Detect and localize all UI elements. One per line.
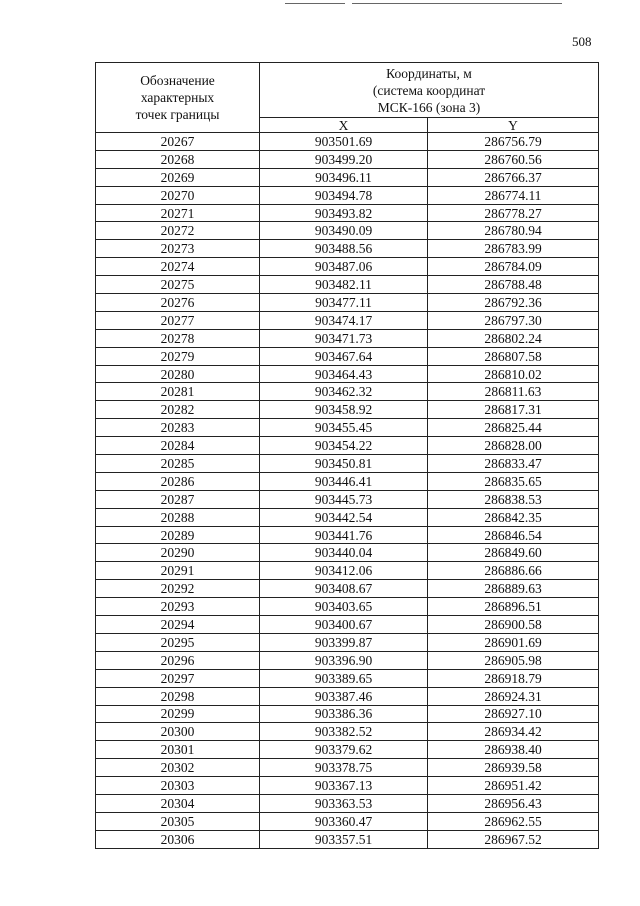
coord-header-line: (система координат (372, 82, 486, 98)
y-cell: 286833.47 (428, 455, 599, 473)
point-cell: 20294 (96, 616, 260, 634)
y-cell: 286846.54 (428, 526, 599, 544)
x-cell: 903446.41 (260, 472, 428, 490)
point-cell: 20289 (96, 526, 260, 544)
coord-header-line: Координаты, м (386, 65, 472, 81)
table-row (96, 741, 599, 759)
table-body (96, 133, 599, 849)
table-row (96, 777, 599, 795)
y-cell: 286788.48 (428, 276, 599, 294)
x-cell: 903487.06 (260, 258, 428, 276)
table-row (96, 311, 599, 329)
point-cell: 20298 (96, 687, 260, 705)
x-cell: 903477.11 (260, 294, 428, 312)
coord-header-line: МСК-166 (зона 3) (377, 99, 481, 115)
point-cell: 20270 (96, 186, 260, 204)
x-cell: 903482.11 (260, 276, 428, 294)
point-cell: 20273 (96, 240, 260, 258)
table-row (96, 812, 599, 830)
y-cell: 286778.27 (428, 204, 599, 222)
table-row (96, 598, 599, 616)
point-cell: 20267 (96, 133, 260, 151)
x-cell: 903386.36 (260, 705, 428, 723)
y-cell: 286784.09 (428, 258, 599, 276)
y-cell: 286939.58 (428, 759, 599, 777)
page-number: 508 (572, 34, 592, 49)
table-row (96, 580, 599, 598)
point-cell: 20288 (96, 508, 260, 526)
y-cell: 286934.42 (428, 723, 599, 741)
point-cell: 20295 (96, 633, 260, 651)
x-cell: 903367.13 (260, 777, 428, 795)
x-cell: 903403.65 (260, 598, 428, 616)
point-cell: 20302 (96, 759, 260, 777)
y-cell: 286924.31 (428, 687, 599, 705)
y-cell: 286760.56 (428, 150, 599, 168)
table-row (96, 705, 599, 723)
y-cell: 286962.55 (428, 812, 599, 830)
x-cell: 903450.81 (260, 455, 428, 473)
table-row (96, 276, 599, 294)
table-row (96, 437, 599, 455)
y-cell: 286756.79 (428, 133, 599, 151)
y-cell: 286766.37 (428, 168, 599, 186)
point-cell: 20291 (96, 562, 260, 580)
y-cell: 286802.24 (428, 329, 599, 347)
x-cell: 903408.67 (260, 580, 428, 598)
x-column-header: X (260, 118, 428, 133)
x-cell: 903387.46 (260, 687, 428, 705)
table-row (96, 651, 599, 669)
y-cell: 286956.43 (428, 794, 599, 812)
point-cell: 20299 (96, 705, 260, 723)
table-row (96, 526, 599, 544)
x-cell: 903378.75 (260, 759, 428, 777)
table-row (96, 508, 599, 526)
point-cell: 20275 (96, 276, 260, 294)
point-cell: 20305 (96, 812, 260, 830)
y-cell: 286810.02 (428, 365, 599, 383)
y-cell: 286792.36 (428, 294, 599, 312)
table-row (96, 222, 599, 240)
table-row (96, 759, 599, 777)
y-cell: 286817.31 (428, 401, 599, 419)
point-cell: 20297 (96, 669, 260, 687)
y-cell: 286780.94 (428, 222, 599, 240)
table-row (96, 544, 599, 562)
y-cell: 286825.44 (428, 419, 599, 437)
table-row (96, 365, 599, 383)
x-cell: 903445.73 (260, 490, 428, 508)
y-cell: 286849.60 (428, 544, 599, 562)
point-cell: 20279 (96, 347, 260, 365)
y-cell: 286896.51 (428, 598, 599, 616)
y-cell: 286938.40 (428, 741, 599, 759)
y-cell: 286918.79 (428, 669, 599, 687)
table-row (96, 669, 599, 687)
table-row (96, 794, 599, 812)
point-cell: 20301 (96, 741, 260, 759)
point-cell: 20271 (96, 204, 260, 222)
y-cell: 286889.63 (428, 580, 599, 598)
table-row (96, 204, 599, 222)
point-cell: 20277 (96, 311, 260, 329)
y-cell: 286967.52 (428, 830, 599, 848)
point-cell: 20296 (96, 651, 260, 669)
y-cell: 286838.53 (428, 490, 599, 508)
x-cell: 903360.47 (260, 812, 428, 830)
x-cell: 903400.67 (260, 616, 428, 634)
table-row (96, 687, 599, 705)
point-header-line: Обозначение (140, 73, 215, 88)
table-row (96, 401, 599, 419)
top-scan-line (352, 3, 562, 4)
x-cell: 903382.52 (260, 723, 428, 741)
table-row (96, 150, 599, 168)
table-row (96, 472, 599, 490)
y-cell: 286797.30 (428, 311, 599, 329)
point-header-line: точек границы (135, 107, 220, 122)
x-cell: 903440.04 (260, 544, 428, 562)
coordinates-column-header (260, 63, 599, 118)
x-cell: 903357.51 (260, 830, 428, 848)
point-header-line: характерных (140, 90, 215, 105)
table-header (96, 63, 599, 133)
x-cell: 903399.87 (260, 633, 428, 651)
x-cell: 903464.43 (260, 365, 428, 383)
y-cell: 286783.99 (428, 240, 599, 258)
x-cell: 903494.78 (260, 186, 428, 204)
point-cell: 20290 (96, 544, 260, 562)
point-cell: 20274 (96, 258, 260, 276)
y-cell: 286807.58 (428, 347, 599, 365)
y-cell: 286886.66 (428, 562, 599, 580)
table-row (96, 294, 599, 312)
point-cell: 20272 (96, 222, 260, 240)
table-row (96, 383, 599, 401)
point-cell: 20284 (96, 437, 260, 455)
point-cell: 20269 (96, 168, 260, 186)
point-cell: 20282 (96, 401, 260, 419)
point-cell: 20287 (96, 490, 260, 508)
point-cell: 20278 (96, 329, 260, 347)
point-cell: 20283 (96, 419, 260, 437)
x-cell: 903441.76 (260, 526, 428, 544)
table-row (96, 347, 599, 365)
y-cell: 286927.10 (428, 705, 599, 723)
point-cell: 20280 (96, 365, 260, 383)
y-cell: 286842.35 (428, 508, 599, 526)
x-cell: 903467.64 (260, 347, 428, 365)
top-scan-line (285, 3, 345, 4)
x-cell: 903488.56 (260, 240, 428, 258)
y-cell: 286905.98 (428, 651, 599, 669)
table-row (96, 633, 599, 651)
coordinates-table (95, 62, 599, 849)
x-cell: 903458.92 (260, 401, 428, 419)
x-cell: 903462.32 (260, 383, 428, 401)
point-cell: 20293 (96, 598, 260, 616)
point-cell: 20281 (96, 383, 260, 401)
y-cell: 286828.00 (428, 437, 599, 455)
table-row (96, 616, 599, 634)
y-cell: 286835.65 (428, 472, 599, 490)
table-row (96, 562, 599, 580)
point-cell: 20268 (96, 150, 260, 168)
table-row (96, 186, 599, 204)
point-column-header (96, 63, 260, 133)
x-cell: 903493.82 (260, 204, 428, 222)
point-cell: 20300 (96, 723, 260, 741)
table-row (96, 240, 599, 258)
point-cell: 20304 (96, 794, 260, 812)
table-row (96, 258, 599, 276)
x-cell: 903442.54 (260, 508, 428, 526)
y-column-header: Y (428, 118, 599, 133)
x-cell: 903501.69 (260, 133, 428, 151)
x-cell: 903474.17 (260, 311, 428, 329)
x-cell: 903412.06 (260, 562, 428, 580)
x-cell: 903379.62 (260, 741, 428, 759)
x-cell: 903471.73 (260, 329, 428, 347)
table-row (96, 133, 599, 151)
x-cell: 903499.20 (260, 150, 428, 168)
table-row (96, 168, 599, 186)
point-cell: 20306 (96, 830, 260, 848)
table-row (96, 490, 599, 508)
table-row (96, 455, 599, 473)
y-cell: 286901.69 (428, 633, 599, 651)
x-cell: 903389.65 (260, 669, 428, 687)
x-cell: 903496.11 (260, 168, 428, 186)
y-cell: 286811.63 (428, 383, 599, 401)
point-cell: 20276 (96, 294, 260, 312)
x-cell: 903490.09 (260, 222, 428, 240)
point-cell: 20285 (96, 455, 260, 473)
x-cell: 903455.45 (260, 419, 428, 437)
y-cell: 286951.42 (428, 777, 599, 795)
table-row (96, 723, 599, 741)
point-cell: 20286 (96, 472, 260, 490)
table-row (96, 419, 599, 437)
table-row (96, 329, 599, 347)
x-cell: 903363.53 (260, 794, 428, 812)
point-cell: 20303 (96, 777, 260, 795)
y-cell: 286900.58 (428, 616, 599, 634)
y-cell: 286774.11 (428, 186, 599, 204)
x-cell: 903454.22 (260, 437, 428, 455)
table-row (96, 830, 599, 848)
point-cell: 20292 (96, 580, 260, 598)
x-cell: 903396.90 (260, 651, 428, 669)
